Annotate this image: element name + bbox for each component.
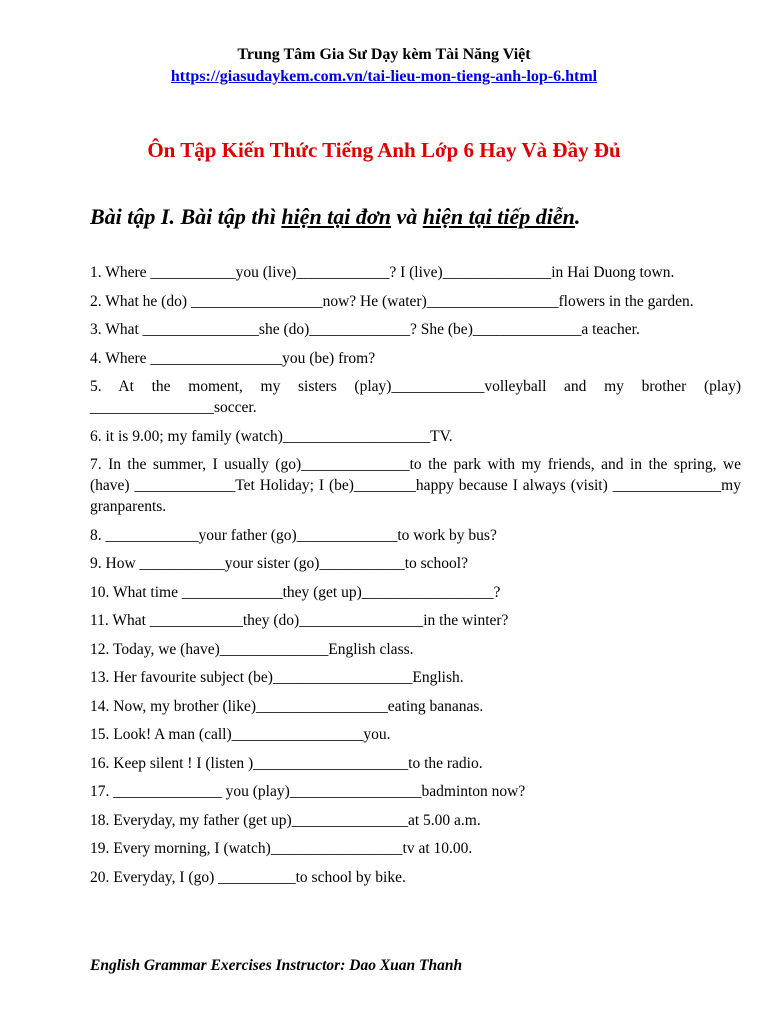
- exercise-item: 5. At the moment, my sisters (play)____________volleyball and my brother (play) ________________soccer.: [90, 378, 741, 416]
- source-link[interactable]: https://giasudaykem.com.vn/tai-lieu-mon-tieng-anh-lop-6.html: [170, 68, 598, 85]
- footer-instructor: English Grammar Exercises Instructor: Dao Xuan Thanh: [90, 957, 463, 974]
- exercise-item: 6. it is 9.00; my family (watch)___________________TV.: [90, 427, 453, 445]
- exercise-item: 10. What time _____________they (get up)_________________?: [90, 583, 501, 601]
- section-title-prefix: Bài tập I. Bài tập thì: [90, 204, 282, 229]
- section-title-and: và: [390, 204, 423, 229]
- exercise-item: 4. Where _________________you (be) from?: [90, 349, 376, 367]
- exercise-item: 20. Everyday, I (go) __________to school by bike.: [90, 868, 406, 886]
- section-title-tense-1: hiện tại đơn: [281, 204, 391, 229]
- exercise-item: 17. ______________ you (play)_________________badminton now?: [90, 783, 526, 800]
- exercise-list: [90, 262, 741, 895]
- exercise-item: 9. How ___________your sister (go)___________to school?: [90, 555, 468, 572]
- exercise-item: 13. Her favourite subject (be)__________________English.: [90, 669, 464, 686]
- exercise-item: 1. Where ___________you (live)____________? I (live)______________in Hai Duong town.: [90, 264, 675, 281]
- org-name: Trung Tâm Gia Sư Dạy kèm Tài Năng Việt: [237, 46, 531, 63]
- page-title: Ôn Tập Kiến Thức Tiếng Anh Lớp 6 Hay Và Đầy Đủ: [147, 138, 621, 162]
- exercise-item: 14. Now, my brother (like)_________________eating bananas.: [90, 697, 484, 715]
- exercise-item: 16. Keep silent ! I (listen )____________________to the radio.: [90, 754, 483, 772]
- exercise-item: 3. What _______________she (do)_____________? She (be)______________a teacher.: [90, 321, 640, 338]
- exercise-item: 7. In the summer, I usually (go)______________to the park with my friends, and in the spring, we (have) _____________Tet Holiday; I (be)________happy because I always (visit) ______________my granparents.: [90, 456, 741, 515]
- exercise-item: 11. What ____________they (do)________________in the winter?: [90, 612, 509, 629]
- exercise-item: 2. What he (do) _________________now? He (water)_________________flowers in the garden.: [90, 292, 694, 310]
- exercise-item: 15. Look! A man (call)_________________you.: [90, 726, 391, 743]
- exercise-item: 18. Everyday, my father (get up)_______________at 5.00 a.m.: [90, 811, 481, 829]
- exercise-item: 8. ____________your father (go)_____________to work by bus?: [90, 526, 497, 544]
- exercise-item: 12. Today, we (have)______________English class.: [90, 640, 414, 658]
- section-title: [90, 204, 750, 230]
- section-title-suffix: .: [574, 204, 581, 229]
- section-title-tense-2: hiện tại tiếp diễn: [422, 204, 575, 229]
- exercise-item: 19. Every morning, I (watch)_________________tv at 10.00.: [90, 840, 473, 857]
